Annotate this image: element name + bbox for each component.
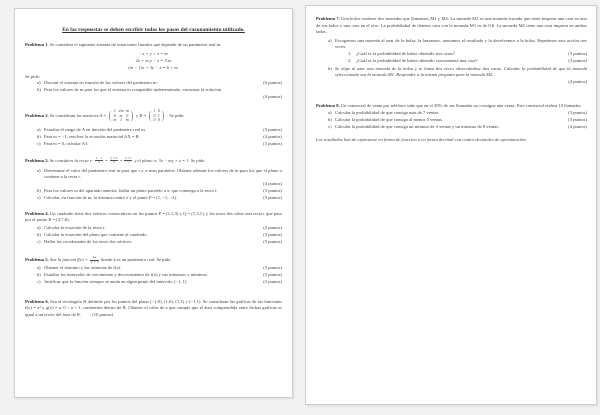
left-paren: (	[109, 108, 112, 123]
equation-line-1: −x + y + z = m	[139, 51, 168, 57]
problem-8-intro-text: Un comercial de venta por teléfono sabe que en el 30% de sus llamadas no consigue una venta. Este comercial realiza 10 llamadas.	[340, 102, 582, 108]
item-points: (3 puntos)	[263, 265, 282, 271]
fraction-numerator: kx	[92, 255, 97, 260]
equals-sign: =	[105, 157, 108, 163]
item-points: (2 puntos)	[263, 279, 282, 285]
item-marker: c)	[37, 195, 41, 201]
item-text: Para los valores m del apartado anterior, hallar un plano paralelo a π, que contenga a la recta r.	[44, 188, 218, 194]
item-text: Determinar el valor del parámetro real m para que r y π sean paralelos. Obtener además los valores de m para los que el plano π contiene a la recta r.	[44, 167, 282, 180]
subitem-points: (3 puntos)	[568, 51, 587, 57]
item-text: Calcular la ecuación de la recta r.	[44, 224, 106, 230]
matrix-b-cell: 1	[153, 107, 156, 113]
document-page-1	[14, 8, 293, 398]
matrix-a-cell: 1	[113, 107, 116, 113]
problem-2-label: Problema 2.	[25, 113, 49, 119]
item-points: (4 puntos)	[568, 79, 587, 85]
problem-7-items	[316, 38, 587, 86]
matrix-a-cell: 1	[120, 117, 123, 123]
matrix-a-cell: m	[125, 117, 129, 123]
item-points: (4 puntos)	[263, 93, 282, 99]
item-marker: c)	[37, 279, 41, 285]
item-marker: b)	[37, 134, 41, 140]
problem-8-items	[316, 110, 587, 131]
problem-3	[25, 157, 282, 202]
problem-8-statement	[316, 103, 587, 110]
item-marker: b)	[37, 86, 41, 92]
problem-5-label: Problema 5.	[25, 257, 49, 263]
problem-8-item-c	[328, 124, 587, 131]
item-marker: a)	[328, 37, 332, 43]
item-points: (6 puntos)	[263, 79, 282, 85]
matrix-b-cell: 1	[157, 112, 160, 118]
fraction-denominator: −1	[124, 160, 132, 164]
problem-7-intro-text: Una bolsa contiene dos monedas que llamamos M1 y M2. La moneda M1 es una moneda trucada que tiene impresa una cara en uno de sus lados y una cruz en el otro. La probabilidad de obtener cara con la moneda M1 es de 0.6. La moneda M2 tiene una cara impresa en ambos lados.	[316, 16, 587, 35]
subitem-text: ¿Cuál es la probabilidad de haber obtenido exactamente una cruz?	[356, 57, 478, 63]
matrix-b	[148, 109, 164, 123]
item-text: Hallar las coordenadas de los otros dos vértices.	[44, 238, 133, 244]
item-marker: b)	[328, 65, 332, 71]
problem-4	[25, 211, 282, 246]
problem-4-statement	[25, 211, 282, 224]
matrix-b-cell: 0	[157, 107, 160, 113]
problem-4-items	[25, 225, 282, 246]
problem-4-item-b	[37, 232, 282, 239]
fraction-denominator: x² + 1	[90, 259, 99, 264]
problem-3-item-a	[37, 168, 282, 188]
problem-2-item-a	[37, 127, 282, 134]
right-paren: )	[161, 108, 164, 123]
problem-5-item-b	[37, 272, 282, 279]
item-points: (3 puntos)	[263, 141, 282, 147]
item-marker: c)	[328, 124, 332, 130]
problem-5	[25, 256, 282, 285]
problem-2-intro-pre: Se consideran las matrices A =	[49, 113, 107, 119]
matrix-a-cell: 2m	[118, 107, 124, 113]
matrix-a-cell: m	[119, 112, 123, 118]
problem-7-subitems	[335, 51, 587, 64]
matrix-b-cell: 0	[153, 112, 156, 118]
problem-3-statement	[25, 157, 282, 165]
problem-5-item-c	[37, 279, 282, 286]
problem-1-equations	[25, 51, 282, 72]
item-points: (4 puntos)	[263, 134, 282, 140]
item-text: Para m = −1, resolver la ecuación matricial AX = B.	[44, 134, 140, 140]
item-text: Para los valores de m para los que el sistema es compatible indeterminado, encontrar la solución.	[44, 86, 223, 92]
item-text: Obtener el dominio y las asíntotas de f(x).	[44, 265, 122, 271]
problem-5-statement	[25, 256, 282, 264]
problem-3-item-c	[37, 195, 282, 202]
problem-1-intro-text: Se considera el siguiente sistema de ecuaciones lineales que depende de un parámetro real m:	[49, 42, 222, 47]
problem-4-label: Problema 4.	[25, 210, 49, 216]
right-paren: )	[130, 108, 133, 123]
matrix-a-cell: 0	[126, 112, 129, 118]
item-text: Calcular la ecuación del plano que contiene al cuadrado.	[44, 231, 148, 237]
item-points: (5 puntos)	[263, 238, 282, 244]
problem-2-statement	[25, 109, 282, 123]
fraction-numerator: x − 1	[95, 155, 103, 160]
function-fraction	[90, 256, 99, 264]
problem-6-intro-text: Sea el rectángulo R definido por los puntos del plano (−1,0), (1,0), (1,1) y (−1,1). Se consideran las gráficas de las funciones f(x) = x² y g(x) = a, 0 < a < 1, contenidas dentro de R. Obtener el valor de a que cumple que el área comprendida entre dichas gráficas es igual a un tercio del área de R.	[25, 298, 282, 317]
problem-3-label: Problema 3.	[25, 157, 49, 163]
problem-5-items	[25, 265, 282, 286]
subitem-marker: 2.	[348, 57, 352, 63]
item-points: (5 puntos)	[263, 272, 282, 278]
problem-6	[25, 299, 282, 319]
problem-7-label: Problema 7.	[316, 16, 340, 21]
line-fraction-2	[110, 157, 118, 165]
problem-8-item-a	[328, 110, 587, 117]
problem-2	[25, 109, 282, 148]
problem-2-items	[25, 127, 282, 148]
item-text: Estudiar el rango de A en función del parámetro real m.	[44, 127, 146, 133]
matrix-a-grid	[112, 109, 130, 123]
item-text: Calcular la probabilidad de que consiga más de 7 ventas.	[335, 110, 440, 116]
document-title: En las respuestas se deben escribir todos los pasos del razonamiento utilizado.	[62, 27, 245, 33]
problem-4-intro-text: Un cuadrado tiene dos vértices consecutivos en los puntos P = (2,1,3) y Q = (1,3,1), y los otros dos sobre una recta r que pasa por el punto R = (4,7,6).	[25, 210, 282, 223]
item-text: Justificar que la función siempre se anula en algún punto del intervalo [−1, 1].	[44, 279, 188, 285]
problem-2-item-c	[37, 141, 282, 148]
item-text: Para m = 0, calcular A5.	[44, 141, 89, 147]
item-points: (2 puntos)	[263, 224, 282, 230]
item-points: (3 puntos)	[568, 110, 587, 116]
matrix-b-cell: 0	[153, 117, 156, 123]
problem-8	[316, 103, 587, 144]
item-marker: c)	[37, 238, 41, 244]
problem-8-item-b	[328, 117, 587, 124]
matrix-a	[108, 109, 134, 123]
problem-7-item-a	[328, 38, 587, 65]
problem-6-statement	[25, 299, 282, 319]
fraction-denominator: 3	[110, 160, 118, 164]
problem-1-se-pide: Se pide:	[25, 73, 40, 79]
item-points: (3 puntos)	[263, 188, 282, 194]
line-fraction-3	[124, 157, 132, 165]
item-marker: a)	[37, 167, 41, 173]
problem-1	[25, 42, 282, 100]
item-text: Calcular la probabilidad de que consiga un mínimo de 3 ventas y un máximo de 8 ventas.	[335, 124, 500, 130]
problem-1-item-a	[37, 80, 282, 87]
problem-3-item-b	[37, 188, 282, 195]
item-marker: a)	[37, 79, 41, 85]
item-marker: b)	[328, 117, 332, 123]
problem-4-item-a	[37, 225, 282, 232]
problem-3-intro-pre: Se considera la recta r:	[49, 157, 94, 163]
item-points: (3 puntos)	[263, 231, 282, 237]
subitem-text: ¿Cuál es la probabilidad de haber obtenido tres caras?	[356, 51, 455, 57]
item-marker: a)	[37, 224, 41, 230]
item-text: Discutir el sistema en función de los valores del parámetro m.	[44, 79, 158, 85]
item-points: (3 puntos)	[263, 127, 282, 133]
item-marker: a)	[37, 265, 41, 271]
equation-line-3: (m − 1)x + 3y − z = 6 + m.	[128, 64, 179, 70]
item-points: (3 puntos)	[568, 117, 587, 123]
problem-3-items	[25, 168, 282, 202]
problem-5-intro-pre: Sea la función f(x) =	[49, 257, 88, 263]
item-marker: c)	[37, 141, 41, 147]
problem-5-item-a	[37, 265, 282, 272]
line-fraction-1	[95, 157, 103, 165]
problem-1-items	[25, 80, 282, 100]
item-text: Se elige al azar una moneda de la bolsa y se lanza dos veces observándose dos caras. Calcular la probabilidad de que la moneda seleccionada sea la moneda M1. Responder a la misma pregunta para la moneda M2.	[335, 65, 587, 78]
problem-1-item-b	[37, 87, 282, 100]
problem-3-intro-post: y el plano π: 3x − my + z = 1. Se pide:	[134, 157, 206, 163]
problem-5-intro-post: donde k es un parámetro real. Se pide:	[100, 257, 172, 263]
problem-6-points: (10 puntos)	[92, 311, 114, 317]
matrix-a-cell: 0	[113, 112, 116, 118]
problem-2-intro-post: . Se pide:	[166, 113, 185, 119]
problem-1-statement	[25, 42, 282, 49]
fraction-numerator: y + 2	[110, 155, 118, 160]
item-marker: b)	[37, 188, 41, 194]
problem-2-item-b	[37, 134, 282, 141]
closing-note: Los resultados han de expresarse en forma de fracción o en forma decimal con cuatro decimales de aproximación.	[316, 137, 527, 142]
matrix-b-cell: 0	[157, 117, 160, 123]
subitem-marker: 1.	[348, 51, 352, 57]
problem-7-subitem-2	[348, 58, 587, 65]
item-marker: a)	[37, 127, 41, 133]
item-marker: b)	[37, 272, 41, 278]
item-points: (4 puntos)	[568, 124, 587, 130]
matrix-a-cell: m	[125, 107, 129, 113]
problem-2-intro-mid: y B =	[135, 113, 147, 119]
document-page-2	[305, 5, 597, 405]
item-text: Calcular, en función de m, la distancia entre π y el punto P = (1, −1, −2).	[44, 195, 178, 201]
fraction-numerator: z + 1	[125, 155, 132, 160]
item-points: (3 puntos)	[263, 195, 282, 201]
left-paren: (	[149, 108, 152, 123]
matrix-a-cell: m	[113, 117, 117, 123]
item-marker: b)	[37, 231, 41, 237]
problem-7	[316, 16, 587, 86]
item-marker: a)	[328, 110, 332, 116]
item-text: Calcular la probabilidad de que consiga al menos 5 ventas.	[335, 117, 443, 123]
item-text: Estudiar los intervalos de crecimiento y decrecimiento de f(x) y sus máximos y mínimos.	[44, 272, 208, 278]
subitem-points: (3 puntos)	[568, 57, 587, 63]
equals-sign: =	[119, 157, 123, 163]
problem-1-label: Problema 1.	[25, 42, 49, 47]
problem-7-statement	[316, 16, 587, 36]
matrix-b-grid	[152, 109, 160, 123]
equation-line-2: 2x + m y − z = 3 m	[135, 57, 172, 63]
problem-4-item-c	[37, 239, 282, 246]
item-points: (4 puntos)	[263, 180, 282, 186]
item-text: Escogemos una moneda al azar de la bolsa, la lanzamos, anotamos el resultado y la devolvemos a la bolsa. Repetimos esta acción tres veces.	[335, 37, 587, 50]
problem-6-label: Problema 6.	[25, 298, 49, 304]
fraction-denominator: 2	[95, 160, 103, 164]
problem-7-item-b	[328, 66, 587, 86]
problem-8-label: Problema 8.	[316, 102, 340, 108]
